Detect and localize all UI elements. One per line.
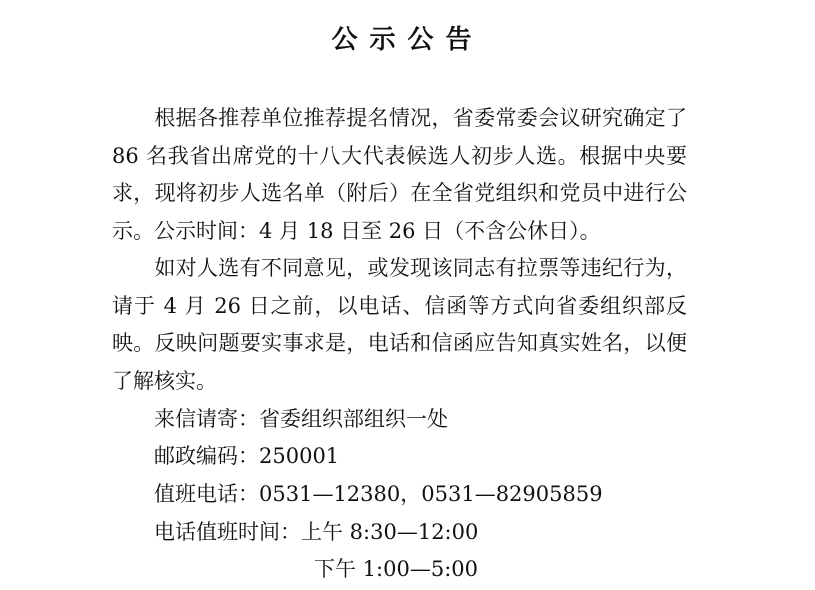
postcode-line: 邮政编码：250001: [154, 444, 340, 468]
notice-paragraph-2: [112, 250, 687, 400]
duty-hours-afternoon-line: 下午 1:00—5:00: [314, 557, 478, 581]
notice-paragraph-1: [112, 100, 687, 250]
paragraph-1-text: 根据各推荐单位推荐提名情况，省委常委会议研究确定了 86 名我省出席党的十八大代表候选人初步人选。根据中央要求，现将初步人选名单（附后）在全省党组织和党员中进行公示。公示时间：4 月 18 日至 26 日（不含公休日）。: [112, 106, 687, 243]
notice-title: 公示公告: [331, 25, 484, 55]
mailing-address-line: 来信请寄：省委组织部组织一处: [154, 407, 448, 431]
duty-phone-line: 值班电话：0531—12380，0531—82905859: [154, 482, 603, 506]
duty-hours-morning-line: 电话值班时间：上午 8:30—12:00: [154, 520, 479, 544]
paragraph-2-text: 如对人选有不同意见，或发现该同志有拉票等违纪行为，请于 4 月 26 日之前，以电话、信函等方式向省委组织部反映。反映问题要实事求是，电话和信函应告知真实姓名，以便了解核实。: [112, 256, 687, 393]
